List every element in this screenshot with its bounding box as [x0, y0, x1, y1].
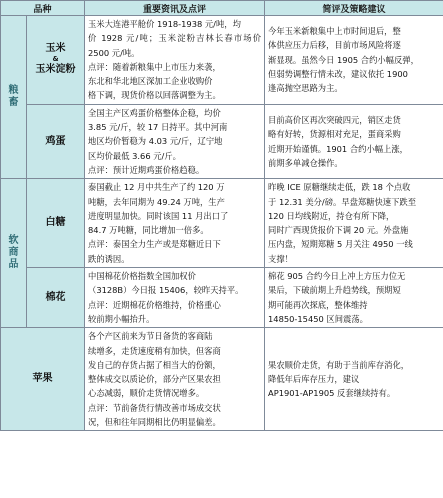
variety-apple: 苹果 [1, 328, 85, 431]
category-soft-commodities: 软 商 品 [1, 179, 27, 328]
category-grain-livestock: 粮 畜 [1, 16, 27, 179]
table-row [1, 179, 443, 268]
outlook-cell: 昨晚 ICE 原糖继续走低，跌 18 个点收 于 12.31 美分/磅。早盘郑糖快速下跌至 120 日均线附近，持仓有所下降， 同时广西现货报价下调 20 元。外盘施 压内盘，短期郑糖 5 月关注 4950 一线 支撑！ [265, 179, 443, 268]
table-row [1, 328, 443, 431]
table-row [1, 16, 443, 105]
table-row [1, 268, 443, 328]
outlook-cell: 棉花 905 合约今日上冲上方压力位无 果后，下破前期上升趋势线，预期短 期可能再次探底，整体维持 14850-15450 区间震荡。 [265, 268, 443, 328]
outlook-cell: 目前高价区再次突破四元，销区走货 略有好转，货源相对充足，蛋商采购 近期开始谨慎。1901 合约小幅上涨， 前期多单减仓操作。 [265, 104, 443, 178]
variety-cotton: 棉花 [27, 268, 85, 328]
header-variety: 品种 [1, 1, 85, 16]
outlook-cell: 果农顺价走货，有助于当前库存消化， 降低年后库存压力，建议 AP1901-AP1905 反套继续持有。 [265, 328, 443, 431]
variety-sugar: 白糖 [27, 179, 85, 268]
variety-eggs: 鸡蛋 [27, 104, 85, 178]
variety-corn: 玉米 & 玉米淀粉 [27, 16, 85, 105]
outlook-cell: 今年玉米新粮集中上市时间退后，整 体供应压力后移，目前市场风险将逐 渐显现。虽然今日 1905 合约小幅反弹， 但弱势调整行情未改，建议依托 1900 逢高抛空思路为主。 [265, 16, 443, 105]
news-cell: 各个产区前来为节日备货的客商陆 续增多，走货速度稍有加快，但客商 发自己的存货占据了相当大的份额， 整体成交以质论价，部分产区果农担 心态减弱，顺价走货情况增多。 点评：节前备货行情改善市场成交状 况，但和往年同期相比仍明显偏差。 [85, 328, 265, 431]
table-row [1, 104, 443, 178]
news-cell: 中国棉花价格指数全国加权价 （3128B）今日报 15406，较昨天持平。 点评：近期棉花价格维持，价格重心 较前期小幅抬升。 [85, 268, 265, 328]
news-cell: 泰国截止 12 月中共生产了约 120 万 吨糖，去年同期为 49.24 万吨，生产 进度明显加快。同时该国 11 月出口了 84.7 万吨糖，同比增加一倍多。 点评：泰国全力生产或是郑糖近日下 跌的诱因。 [85, 179, 265, 268]
header-news: 重要资讯及点评 [85, 1, 265, 16]
table-header-row [1, 1, 443, 16]
header-outlook: 简评及策略建议 [265, 1, 443, 16]
news-cell: 全国主产区鸡蛋价格整体企稳，均价 3.85 元/斤，较 17 日持平。其中河南 地区均价暂稳为 4.03 元/斤，辽宁地 区均价最低 3.66 元/斤。 点评：预计近期鸡蛋价格趋稳。 [85, 104, 265, 178]
news-cell: 玉米大连港平舱价 1918-1938 元/吨，均 价 1928 元/吨；玉米淀粉吉林长春市场价 2500 元/吨。 点评：随着新粮集中上市压力来袭， 东北和华北地区深加工企业收购价 格下调，现货价格以回落调整为主。 [85, 16, 265, 105]
